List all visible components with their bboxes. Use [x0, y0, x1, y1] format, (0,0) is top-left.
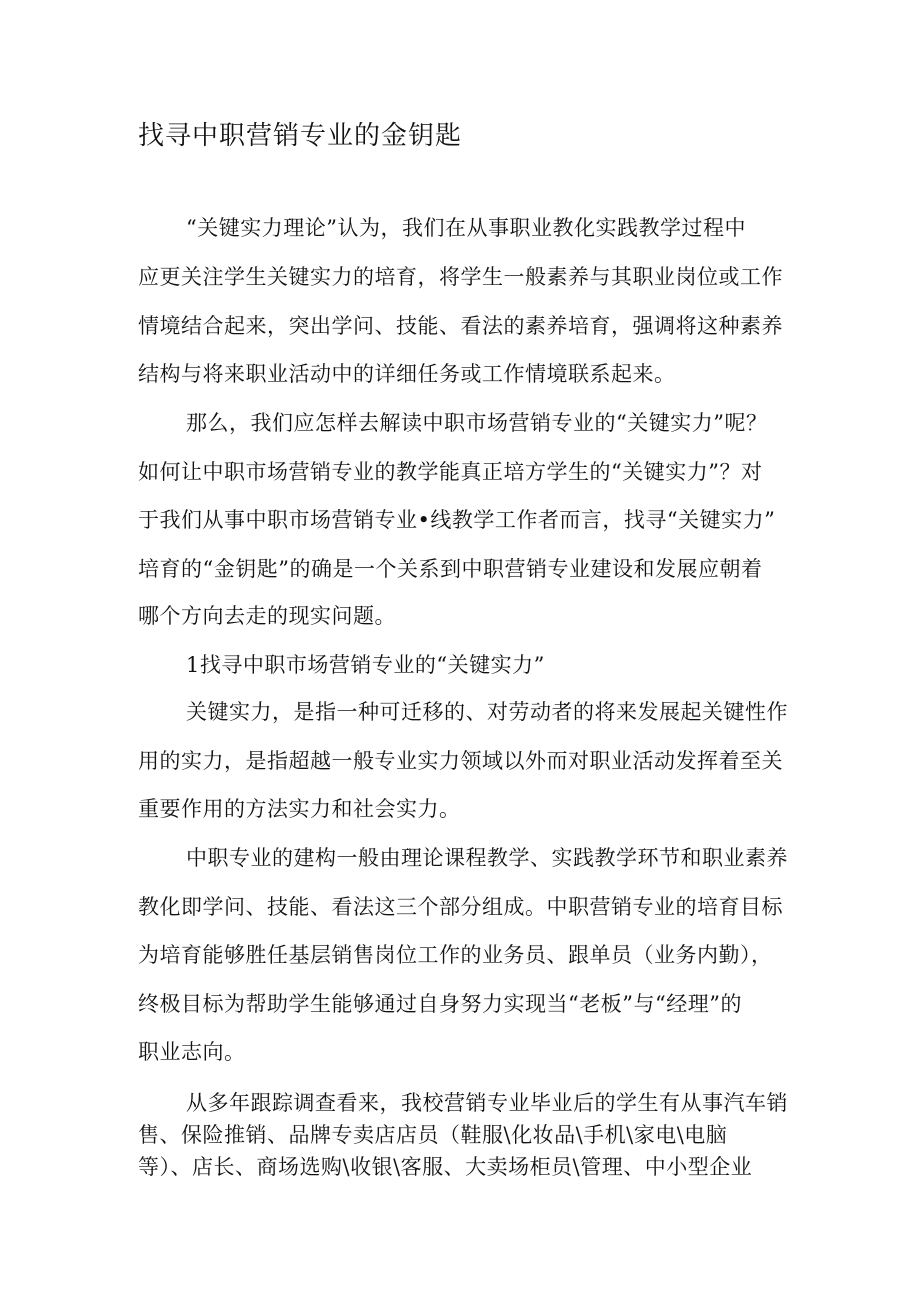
paragraph-line: 等）、店长、商场选购\收银\客服、大卖场柜员\管理、中小型企业: [138, 1155, 753, 1179]
paragraph-line: 用的实力，是指超越一般专业实力领域以外而对职业活动发挥着至关: [138, 749, 783, 773]
paragraph-line: 从多年跟踪调查看来，我校营销专业毕业后的学生有从事汽车销: [186, 1091, 788, 1115]
paragraph-line: 关键实力，是指一种可迁移的、对劳动者的将来发展起关键性作: [186, 700, 788, 724]
paragraph-line: 那么，我们应怎样去解读中职市场营销专业的“关键实力”呢？: [186, 411, 768, 435]
document-title: 找寻中职营销专业的金钥匙: [138, 121, 463, 151]
paragraph-line: 于我们从事中职市场营销专业•线教学工作者而言，找寻“关键实力”: [138, 508, 776, 532]
paragraph-line: 中职专业的建构一般由理论课程教学、实践教学环节和职业素养: [186, 846, 788, 870]
paragraph-line: 应更关注学生关键实力的培育，将学生一般素养与其职业岗位或工作: [138, 265, 783, 289]
paragraph-line: 为培育能够胜任基层销售岗位工作的业务员、跟单员（业务内勤），: [138, 943, 773, 967]
paragraph-line: “关键实力理论”认为，我们在从事职业教化实践教学过程中: [186, 216, 746, 240]
paragraph-line: 教化即学问、技能、看法这三个部分组成。中职营销专业的培育目标: [138, 895, 783, 919]
paragraph-line: 情境结合起来，突出学问、技能、看法的素养培育，强调将这种素养: [138, 314, 783, 338]
paragraph-line: 结构与将来职业活动中的详细任务或工作情境联系起来。: [138, 362, 676, 386]
paragraph-line: 哪个方向去走的现实问题。: [138, 604, 396, 628]
paragraph-line: 重要作用的方法实力和社会实力。: [138, 797, 461, 821]
paragraph-line: 如何让中职市场营销专业的教学能真正培方学生的“关键实力”？对: [138, 460, 763, 484]
section-heading: 1找寻中职市场营销专业的“关键实力”: [186, 653, 545, 677]
paragraph-line: 终极目标为帮助学生能够通过自身努力实现当“老板”与“经理”的: [138, 992, 742, 1016]
paragraph-line: 培育的“金钥匙”的确是一个关系到中职营销专业建设和发展应朝着: [138, 557, 763, 581]
paragraph-line: 职业志向。: [138, 1040, 246, 1064]
paragraph-line: 售、保险推销、品牌专卖店店员（鞋服\化妆品\手机\家电\电脑: [138, 1123, 728, 1147]
